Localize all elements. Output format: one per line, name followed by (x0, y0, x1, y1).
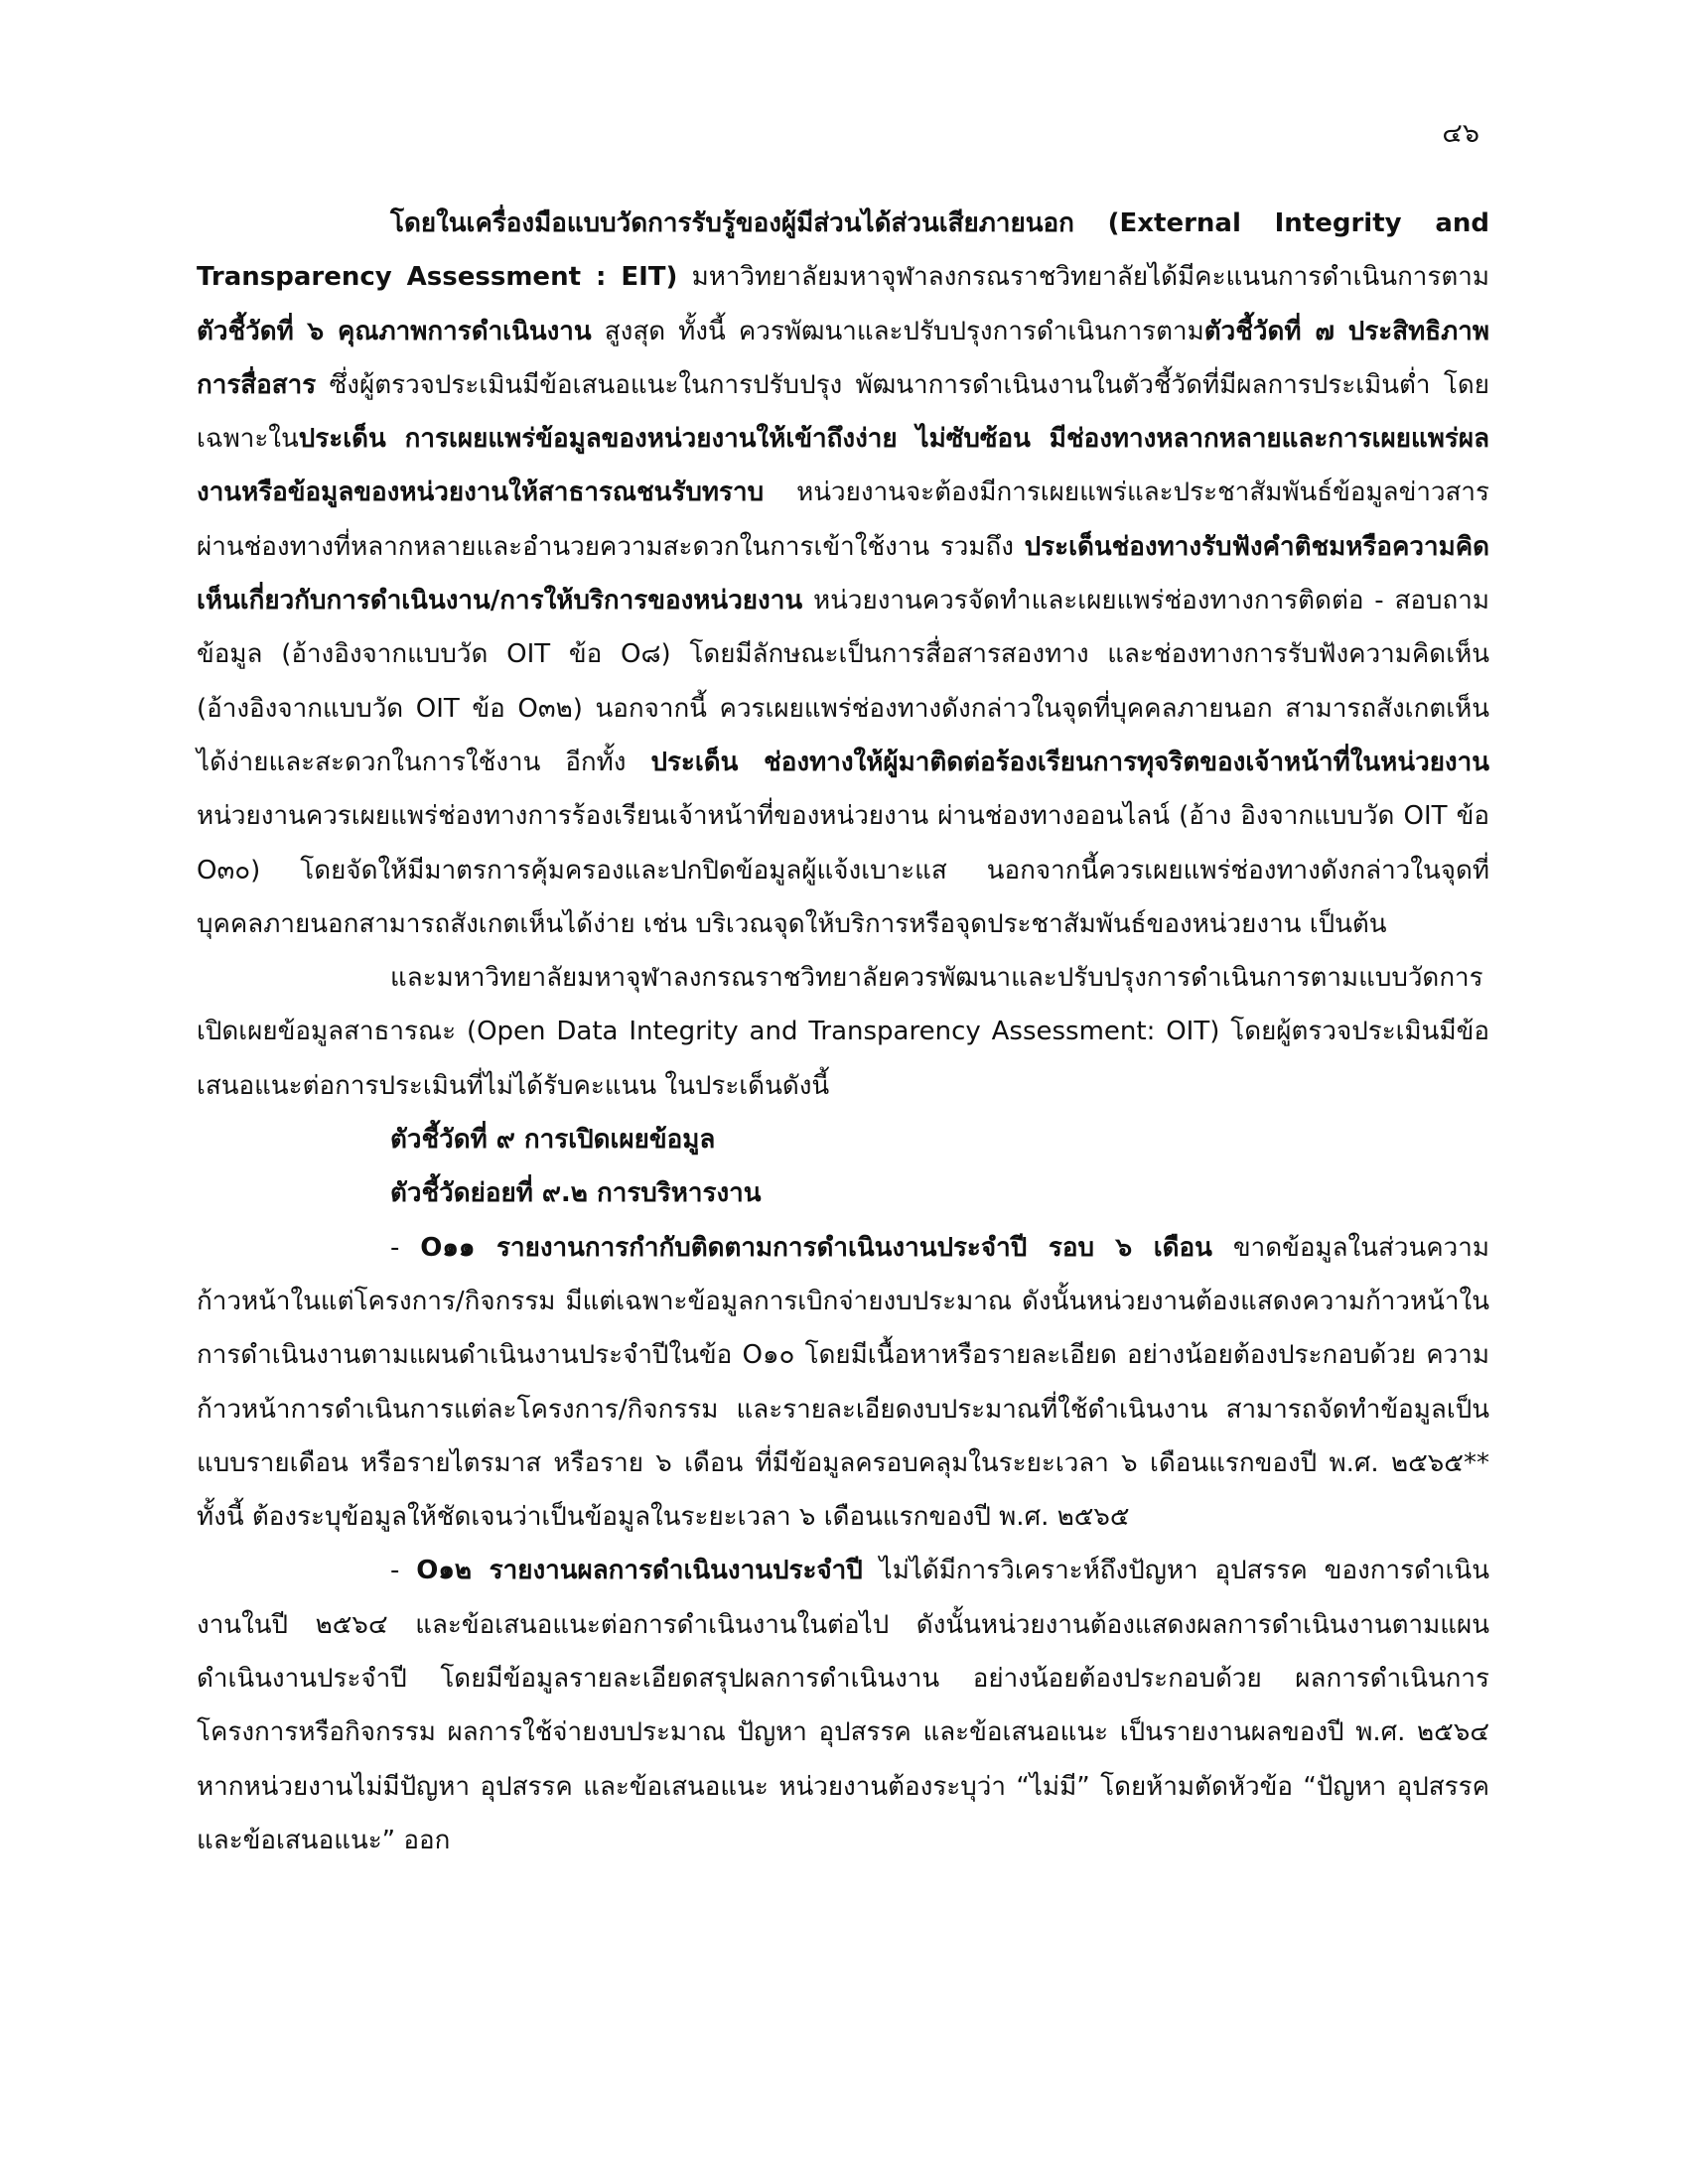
text-run: หน่วยงานจะต้องมีการเผยแพร่และประชาสัมพันธ์ข้อมูลข่าวสาร ผ่านช่องทางที่หลากหลายและอำนวยความสะดวกในการเข้าใช้งาน รวมถึง (197, 478, 1489, 562)
indicator-heading: ตัวชี้วัดที่ ๙ การเปิดเผยข้อมูล (390, 1125, 716, 1156)
bold-text-run: ตัวชี้วัดที่ ๖ คุณภาพการดำเนินงาน (197, 316, 592, 346)
page-number: ๔๖ (1442, 118, 1479, 149)
text-run: ซึ่งผู้ตรวจประเมินมีข้อเสนอแนะในการปรับปรุง พัฒนาการดำเนินงานในตัวชี้วัดที่มีผลการประเมินต่ำ โดยเฉพาะใน (197, 369, 1489, 455)
paragraph-eit-assessment (197, 197, 1489, 951)
document-body (197, 197, 1489, 1867)
text-run: ขาดข้อมูลในส่วนความก้าวหน้าในแต่โครงการ/กิจกรรม มีแต่เฉพาะข้อมูลการเบิกจ่ายงบประมาณ ดังนั้นหน่วยงานต้องแสดงความก้าวหน้าในการดำเนินงานตามแผนดำเนินงานประจำปีในข้อ O๑๐ โดยมีเนื้อหาหรือรายละเอียด อย่างน้อยต้องประกอบด้วย ความก้าวหน้าการดำเนินการแต่ละโครงการ/กิจกรรม และรายละเอียดงบประมาณที่ใช้ดำเนินงาน สามารถจัดทำข้อมูลเป็นแบบรายเดือน หรือรายไตรมาส หรือราย ๖ เดือน ที่มีข้อมูลครอบคลุมในระยะเวลา ๖ เดือนแรกของปี พ.ศ. ๒๕๖๕** ทั้งนี้ ต้องระบุข้อมูลให้ชัดเจนว่าเป็นข้อมูลในระยะเวลา ๖ เดือนแรกของปี พ.ศ. ๒๕๖๕ (197, 1232, 1489, 1533)
item-o11 (197, 1221, 1489, 1545)
bold-text-run: ประเด็น การเผยแพร่ข้อมูลของหน่วยงานให้เข้าถึงง่าย ไม่ซับซ้อน มีช่องทางหลากหลายและการเผยแพร่ผลงานหรือข้อมูลของหน่วยงานให้สาธารณชนรับทราบ (197, 424, 1489, 508)
text-run: หน่วยงานควรเผยแพร่ช่องทางการร้องเรียนเจ้าหน้าที่ของหน่วยงาน ผ่านช่องทางออนไลน์ (อ้าง อิงจากแบบวัด OIT ข้อ O๓๐) โดยจัดให้มีมาตรการคุ้มครองและปกปิดข้อมูลผู้แจ้งเบาะแส นอกจากนี้ควรเผยแพร่ช่องทางดังกล่าวในจุดที่บุคคลภายนอกสามารถสังเกตเห็นได้ง่าย เช่น บริเวณจุดให้บริการหรือจุดประชาสัมพันธ์ของหน่วยงาน เป็นต้น (197, 801, 1489, 939)
text-run: สูงสุด ทั้งนี้ ควรพัฒนาและปรับปรุงการดำเนินการตาม (591, 316, 1204, 346)
paragraph-oit-assessment (197, 951, 1489, 1113)
text-run: และมหาวิทยาลัยมหาจุฬาลงกรณราชวิทยาลัยควรพัฒนาและปรับปรุงการดำเนินการตามแบบวัดการเปิดเผยข้อมูลสาธารณะ (Open Data Integrity and Transparency Assessment: OIT) โดยผู้ตรวจประเมินมีข้อเสนอแนะต่อการประเมินที่ไม่ได้รับคะแนน ในประเด็นดังนี้ (197, 963, 1489, 1101)
text-run: มหาวิทยาลัยมหาจุฬาลงกรณราชวิทยาลัยได้มีคะแนนการดำเนินการตาม (677, 262, 1489, 293)
bold-text-run: O๑๑ รายงานการกำกับติดตามการดำเนินงานประจำปี รอบ ๖ เดือน (420, 1232, 1212, 1263)
bold-text-run: โดยในเครื่องมือแบบวัดการรับรู้ของผู้มีส่วนได้ส่วนเสียภายนอก (External Integrity and Transparency Assessment : EIT) (197, 208, 1489, 293)
bold-text-run: ตัวชี้วัดที่ ๗ ประสิทธิภาพการสื่อสาร (197, 316, 1489, 400)
bold-text-run: O๑๒ รายงานผลการดำเนินงานประจำปี (416, 1556, 863, 1586)
text-run: ไม่ได้มีการวิเคราะห์ถึงปัญหา อุปสรรค ของการดำเนินงานในปี ๒๕๖๔ และข้อเสนอแนะต่อการดำเนินงานในต่อไป ดังนั้นหน่วยงานต้องแสดงผลการดำเนินงานตามแผนดำเนินงานประจำปี โดยมีข้อมูลรายละเอียดสรุปผลการดำเนินงาน อย่างน้อยต้องประกอบด้วย ผลการดำเนินการโครงการหรือกิจกรรม ผลการใช้จ่ายงบประมาณ ปัญหา อุปสรรค และข้อเสนอแนะ เป็นรายงานผลของปี พ.ศ. ๒๕๖๔ หากหน่วยงานไม่มีปัญหา อุปสรรค และข้อเสนอแนะ หน่วยงานต้องระบุว่า “ไม่มี” โดยห้ามตัดหัวข้อ “ปัญหา อุปสรรค และข้อเสนอแนะ” ออก (197, 1556, 1489, 1855)
bold-text-run: ประเด็นช่องทางรับฟังคำติชมหรือความคิดเห็นเกี่ยวกับการดำเนินงาน/การให้บริการของหน่วยงาน (197, 531, 1489, 616)
text-run: - (390, 1556, 417, 1586)
sub-indicator-heading: ตัวชี้วัดย่อยที่ ๙.๒ การบริหารงาน (390, 1178, 762, 1209)
item-o12 (197, 1544, 1489, 1867)
bold-text-run: ประเด็น ช่องทางให้ผู้มาติดต่อร้องเรียนการทุจริตของเจ้าหน้าที่ในหน่วยงาน (650, 747, 1489, 777)
text-run: - (390, 1232, 421, 1263)
text-run: หน่วยงานควรจัดทำและเผยแพร่ช่องทางการติดต่อ - สอบถามข้อมูล (อ้างอิงจากแบบวัด OIT ข้อ O๘) โดยมีลักษณะเป็นการสื่อสารสองทาง และช่องทางการรับฟังความคิดเห็น (อ้างอิงจากแบบวัด OIT ข้อ O๓๒) นอกจากนี้ ควรเผยแพร่ช่องทางดังกล่าวในจุดที่บุคคลภายนอก สามารถสังเกตเห็นได้ง่ายและสะดวกในการใช้งาน อีกทั้ง (197, 586, 1489, 777)
